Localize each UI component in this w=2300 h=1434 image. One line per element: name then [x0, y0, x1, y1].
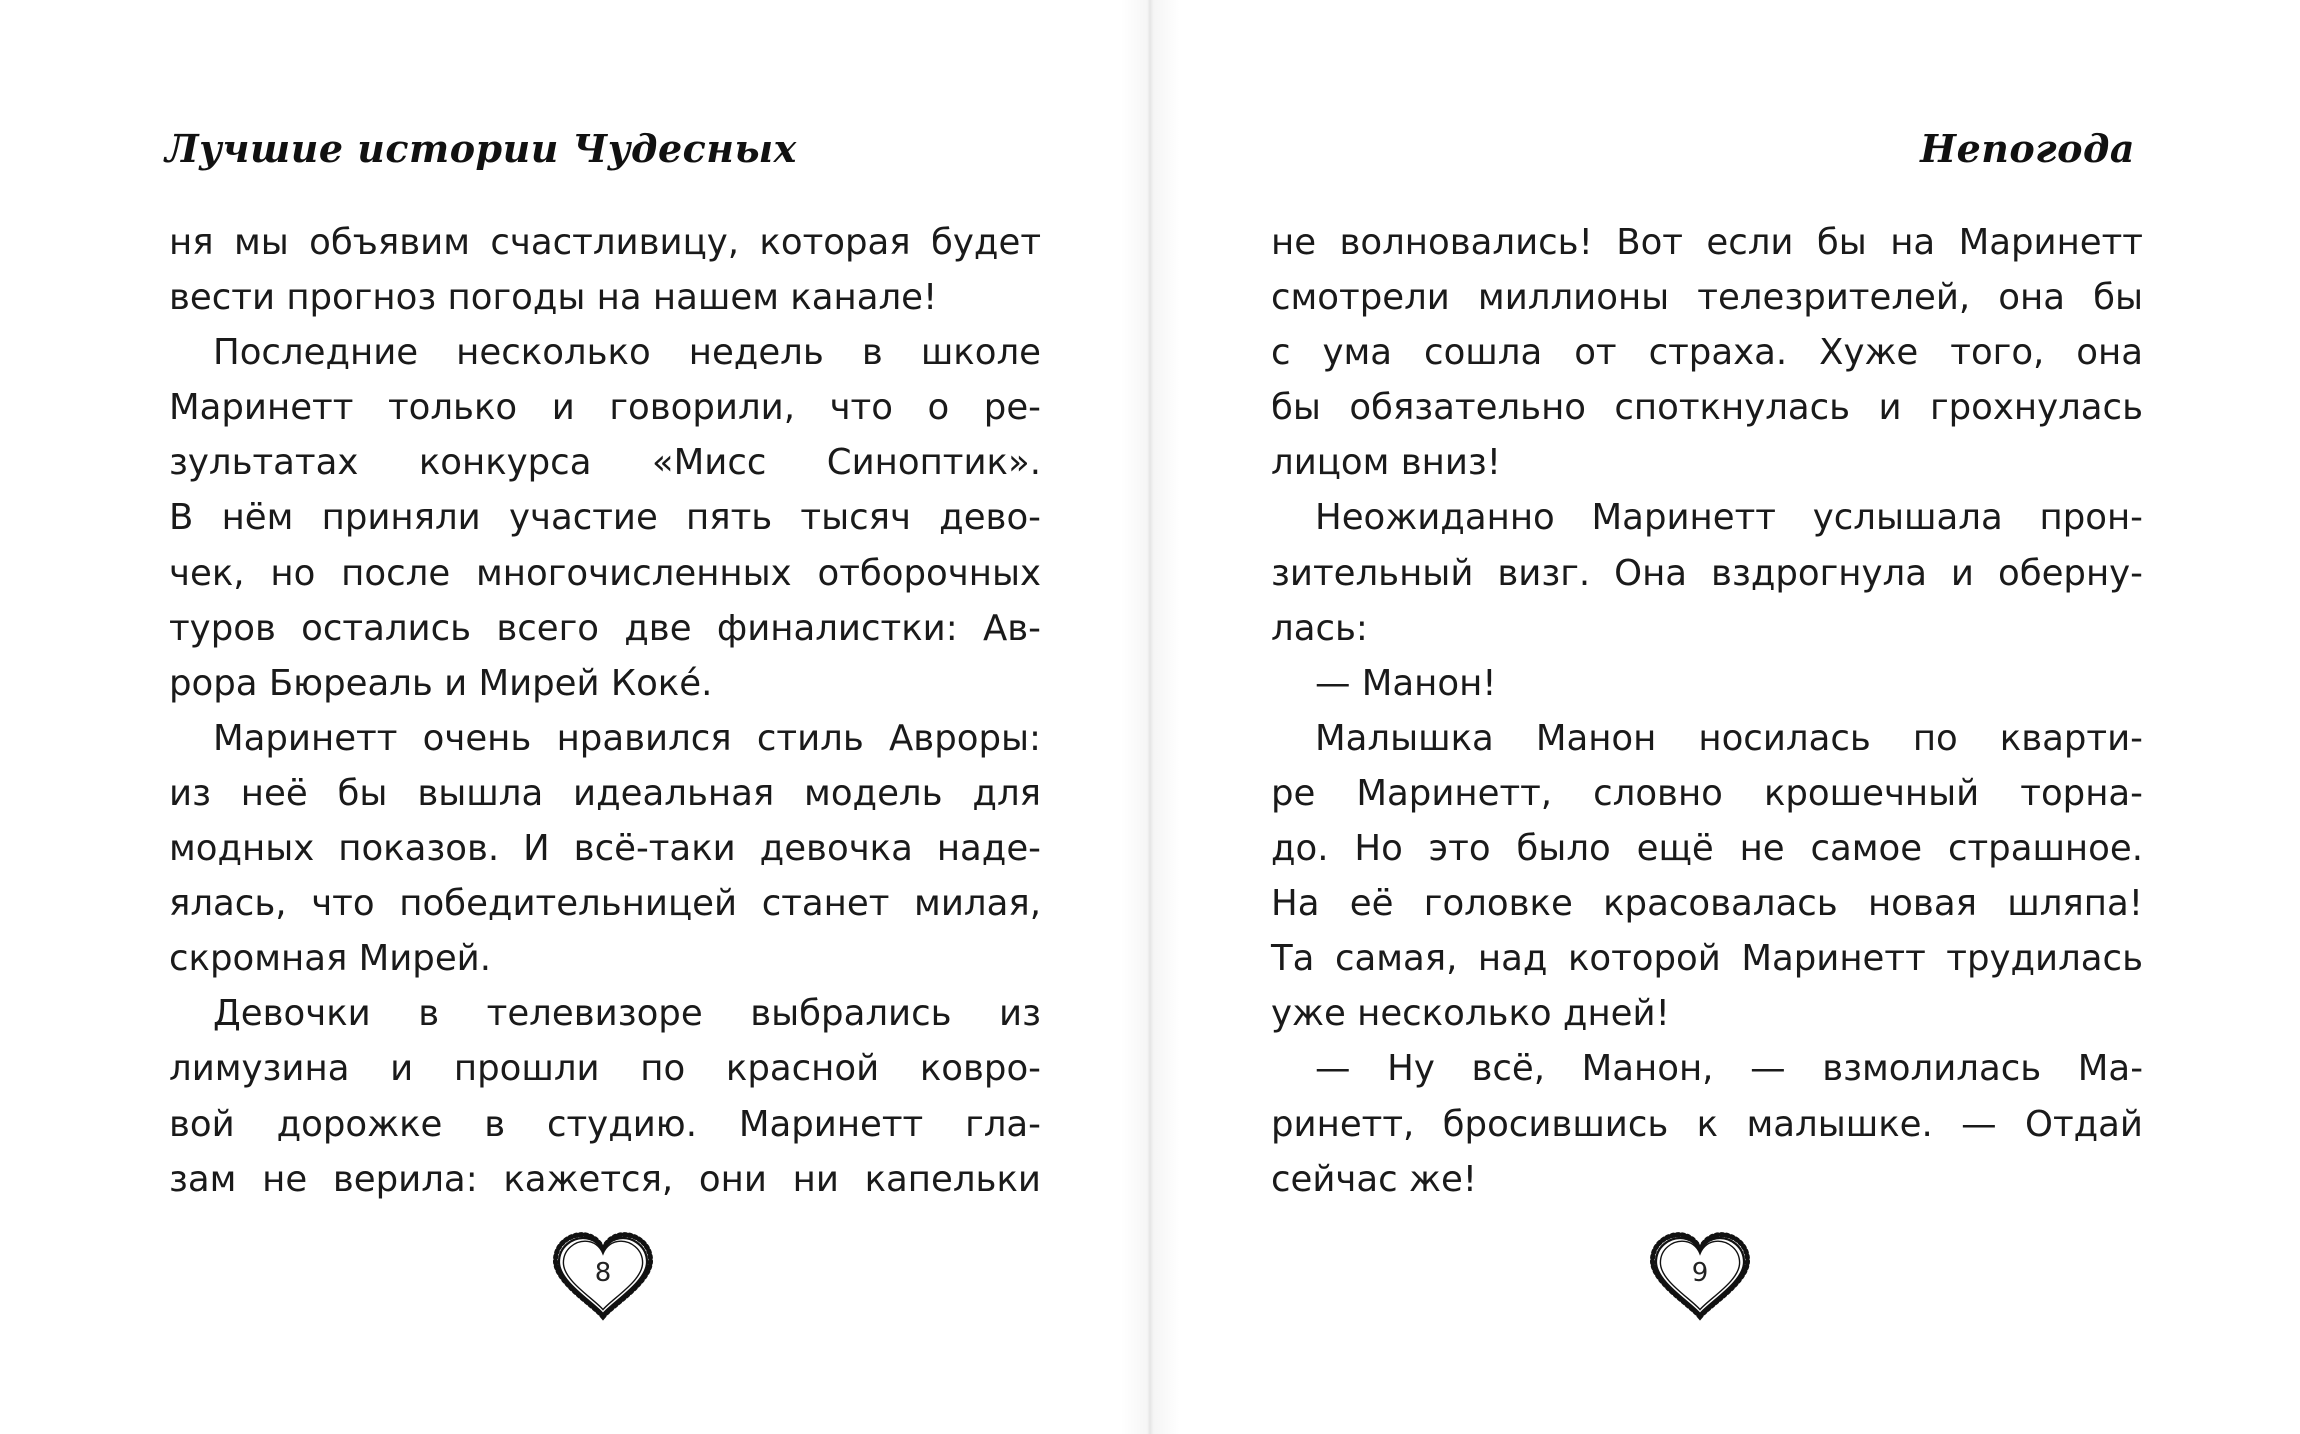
text-line: — Манон!: [1315, 662, 1497, 704]
text-line: зительный визг. Она вздрогнула и оберну-: [1271, 552, 2143, 594]
page-number-label: 9: [1691, 1258, 1709, 1288]
text-line: Неожиданно Маринетт услышала прон-: [1315, 497, 2143, 539]
text-line: ре Маринетт, словно крошечный торна-: [1271, 772, 2143, 814]
text-line: до. Но это было ещё не самое страшное.: [1271, 828, 2143, 870]
right-page: [1150, 0, 2300, 1434]
text-line: лимузина и прошли по красной ковро-: [169, 1048, 1041, 1090]
text-line: В нём приняли участие пять тысяч дево-: [169, 497, 1041, 539]
text-line: зультатах конкурса «Мисс Синоптик».: [169, 442, 1041, 484]
page-number-left: [550, 1228, 656, 1328]
text-line: лась:: [1271, 607, 1368, 649]
text-line: с ума сошла от страха. Хуже того, она: [1271, 332, 2143, 374]
text-line: Та самая, над которой Маринетт трудилась: [1271, 938, 2143, 980]
text-line: ялась, что победительницей станет милая,: [169, 883, 1041, 925]
text-line: рора Бюреаль и Мирей Коке́.: [169, 662, 713, 704]
text-line: бы обязательно споткнулась и грохнулась: [1271, 387, 2143, 429]
text-line: модных показов. И всё-таки девочка наде-: [169, 828, 1041, 870]
text-line: Девочки в телевизоре выбрались из: [213, 993, 1041, 1035]
text-line: вести прогноз погоды на нашем канале!: [169, 277, 938, 319]
running-head-left: Лучшие истории Чудесных: [165, 126, 797, 171]
text-line: зам не верила: кажется, они ни капельки: [169, 1158, 1041, 1200]
text-line: туров остались всего две финалистки: Ав-: [169, 607, 1041, 649]
running-head-right: Непогода: [1920, 126, 2135, 171]
body-text-left: [169, 215, 1041, 1207]
text-line: ня мы объявим счастливицу, которая будет: [169, 222, 1041, 263]
text-line: уже несколько дней!: [1271, 993, 1670, 1035]
text-line: Маринетт только и говорили, что о ре-: [169, 387, 1041, 429]
text-line: чек, но после многочисленных отборочных: [169, 552, 1041, 594]
text-line: На её головке красовалась новая шляпа!: [1271, 883, 2143, 925]
text-line: ринетт, бросившись к малышке. — Отдай: [1271, 1103, 2143, 1145]
text-line: из неё бы вышла идеальная модель для: [169, 772, 1041, 814]
text-line: — Ну всё, Манон, — взмолилась Ма-: [1315, 1048, 2143, 1090]
text-line: вой дорожке в студию. Маринетт гла-: [169, 1103, 1041, 1145]
text-line: Малышка Манон носилась по кварти-: [1315, 717, 2143, 759]
text-line: смотрели миллионы телезрителей, она бы: [1271, 277, 2143, 319]
text-line: скромная Мирей.: [169, 938, 492, 980]
text-line: сейчас же!: [1271, 1158, 1478, 1200]
page-number-right: [1647, 1228, 1753, 1328]
text-line: лицом вниз!: [1271, 442, 1502, 484]
body-text-right: [1271, 215, 2143, 1207]
text-line: Последние несколько недель в школе: [213, 332, 1041, 374]
text-line: Маринетт очень нравился стиль Авроры:: [213, 717, 1041, 759]
page-number-label: 8: [594, 1258, 612, 1288]
text-line: не волновались! Вот если бы на Маринетт: [1271, 222, 2143, 263]
